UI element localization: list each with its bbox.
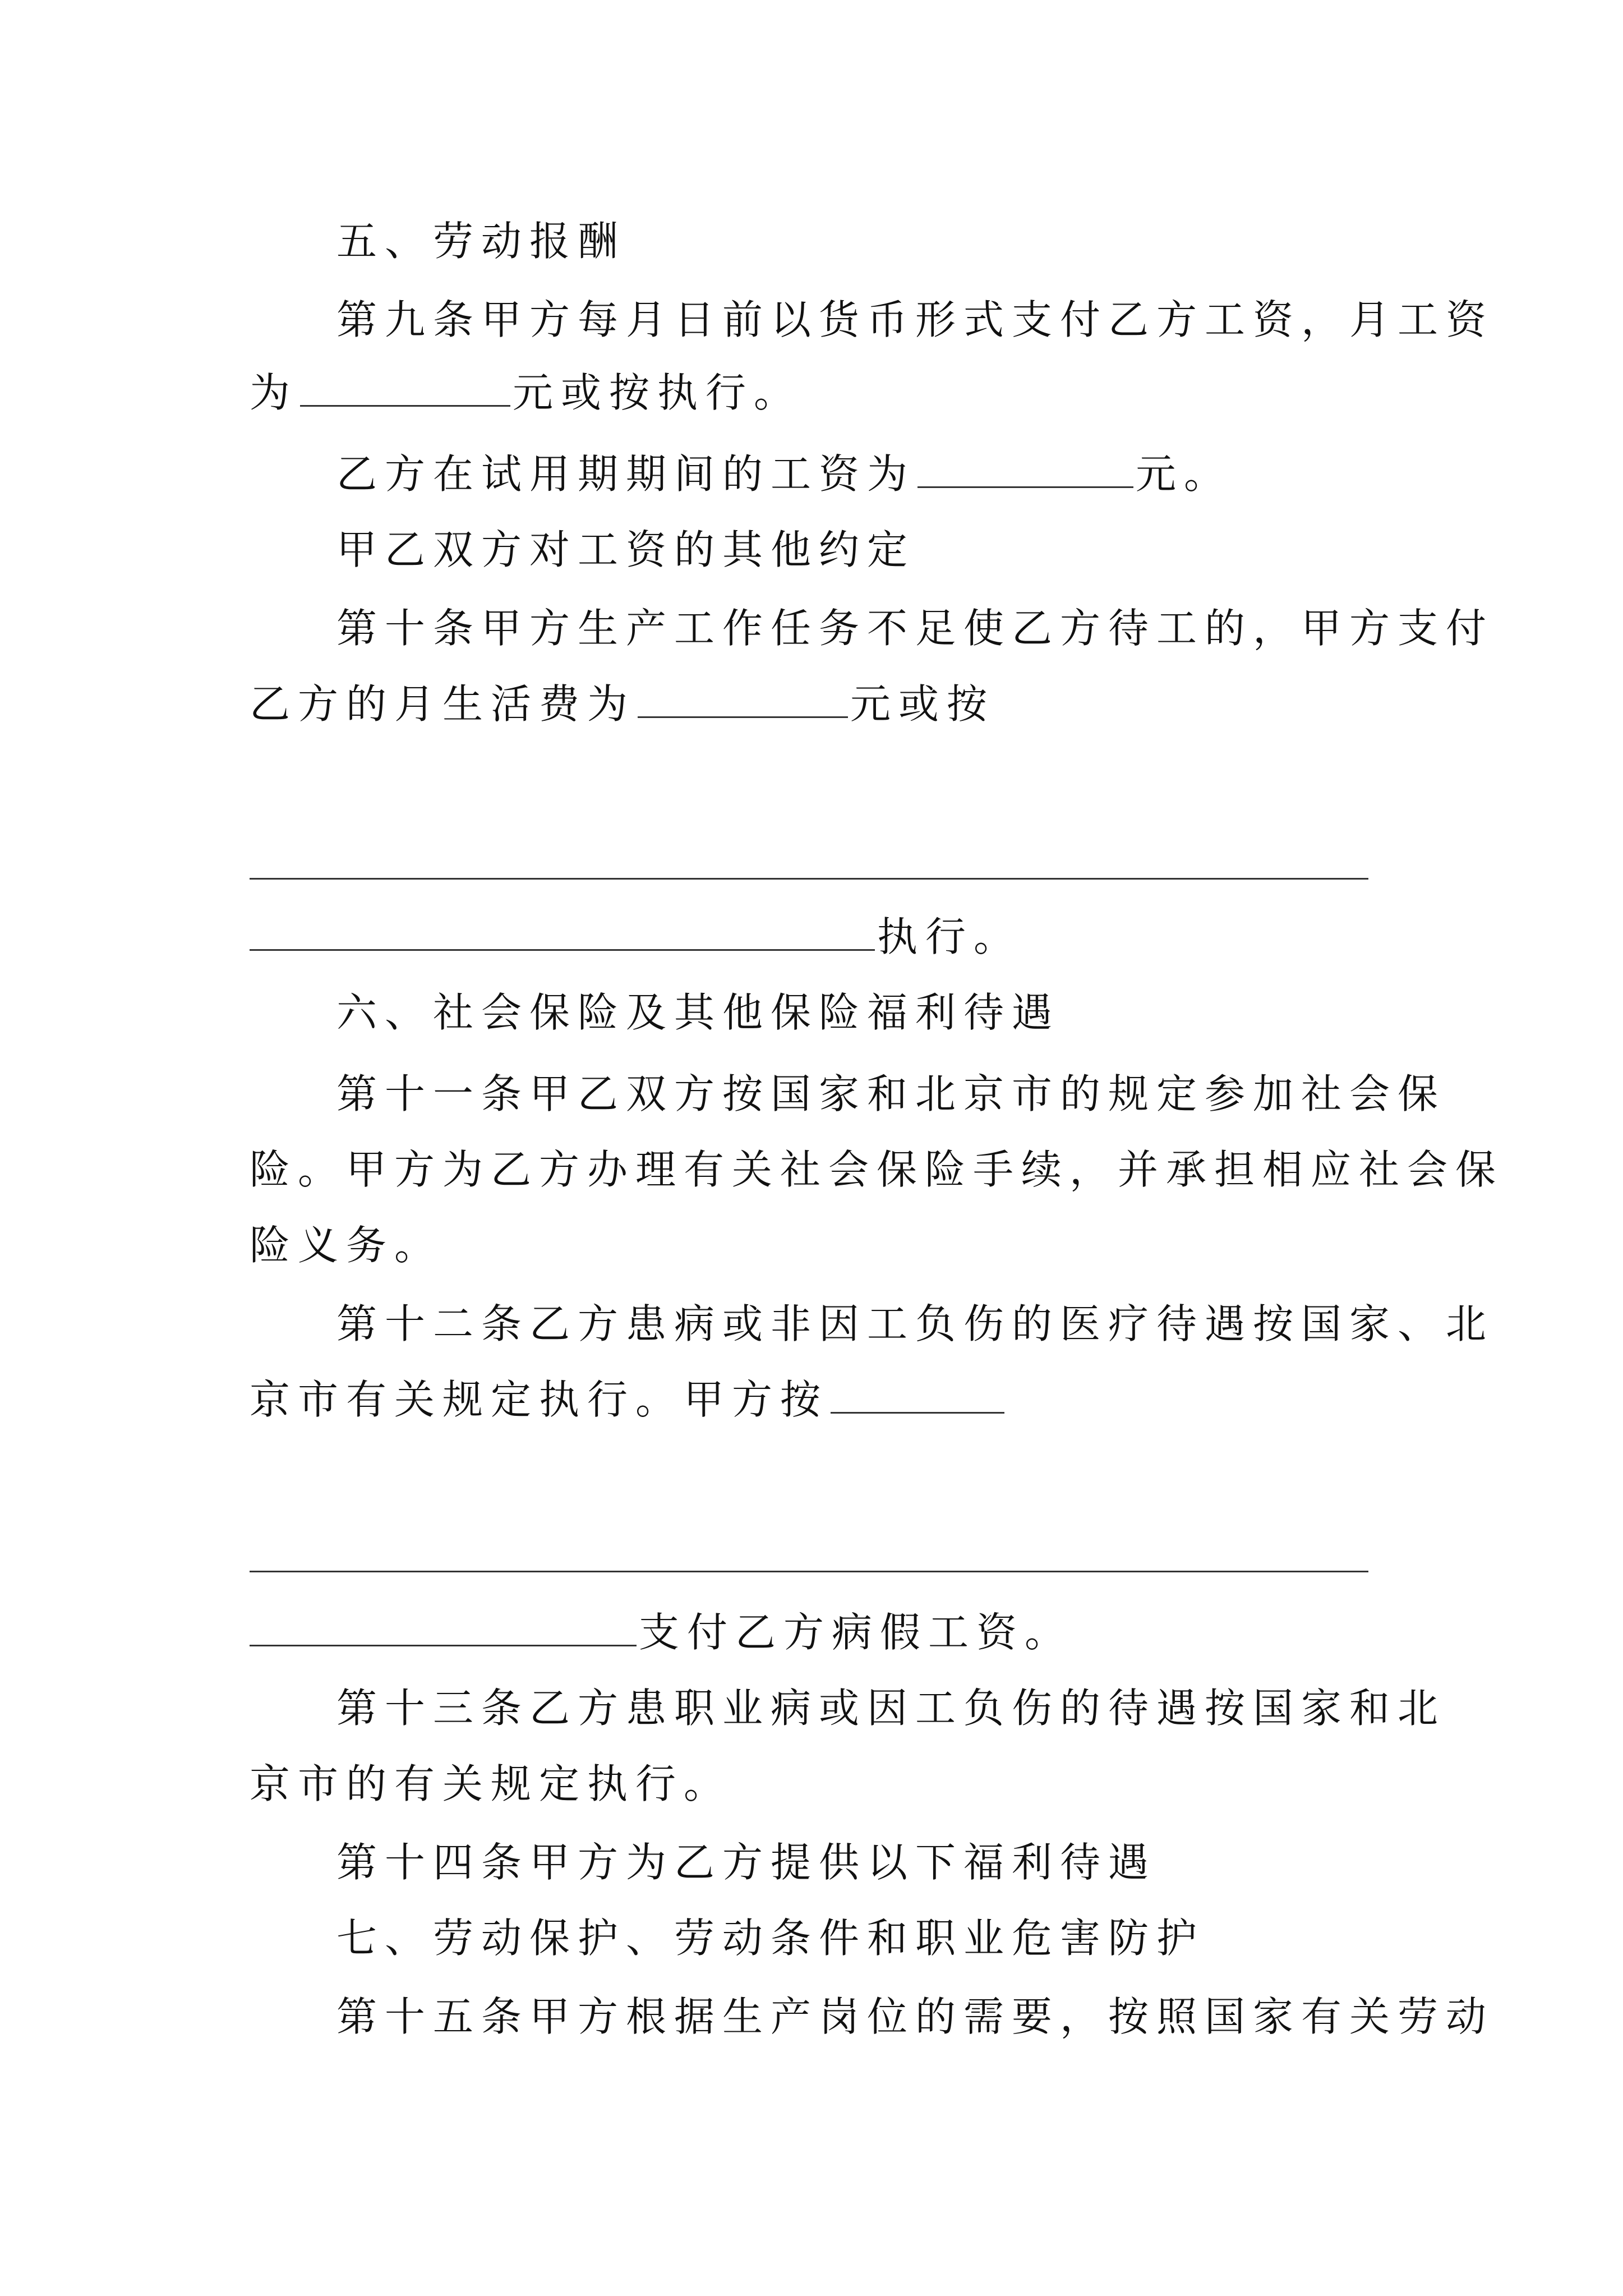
monthly-wage-blank[interactable] [300,361,510,407]
paragraph-text: 险义务。 [250,1222,443,1269]
heading-text: 五、劳动报酬 [336,218,626,265]
article-12-line-2 [0,1366,1623,1433]
paragraph-text: 为 [250,369,298,416]
article-12-line-3 [0,1599,1623,1666]
paragraph-text: 元或按 [850,680,995,728]
section-heading-remuneration [0,208,1623,275]
paragraph-text: 险。甲方为乙方办理有关社会保险手续，并承担相应社会保 [250,1146,1504,1193]
article-13-line-2 [0,1750,1623,1818]
heading-text: 六、社会保险及其他保险福利待遇 [336,989,1061,1036]
article-10-line-1 [0,595,1623,662]
article-10-line-2 [0,670,1623,738]
paragraph-text: 第十条甲方生产工作任务不足使乙方待工的，甲方支付 [336,605,1495,652]
article-13-line-1 [0,1674,1623,1742]
probation-wage-line [0,440,1623,508]
article-12-line-1 [0,1290,1623,1358]
paragraph-text: 执行。 [877,913,1022,960]
living-allowance-blank[interactable] [638,673,848,718]
article-9-line-1 [0,286,1623,353]
paragraph-text: 乙方的月生活费为 [250,680,636,728]
other-wage-agreement-line [0,516,1623,583]
article-11-line-2 [0,1136,1623,1203]
article-11-line-3 [0,1212,1623,1279]
fill-in-rule[interactable] [250,1571,1368,1572]
paragraph-text: 支付乙方病假工资。 [639,1609,1073,1656]
paragraph-text: 第十五条甲方根据生产岗位的需要，按照国家有关劳动 [336,1993,1495,2040]
paragraph-text: 京市的有关规定执行。 [250,1760,732,1807]
sick-pay-detail-blank[interactable] [250,1601,637,1646]
paragraph-text: 甲乙双方对工资的其他约定 [336,526,916,573]
section-heading-social-insurance [0,979,1623,1046]
sick-pay-standard-blank[interactable] [831,1368,1004,1414]
paragraph-text: 第十一条甲乙双方按国家和北京市的规定参加社会保 [336,1070,1446,1117]
paragraph-text: 元。 [1136,450,1233,498]
paragraph-text: 元或按执行。 [513,369,803,416]
paragraph-text: 第十三条乙方患职业病或因工负伤的待遇按国家和北 [336,1685,1446,1732]
article-15-line-1 [0,1983,1623,2050]
article-11-line-1 [0,1060,1623,1128]
section-heading-labor-protection [0,1904,1623,1972]
article-14-line [0,1829,1623,1896]
paragraph-text: 第十二条乙方患病或非因工负伤的医疗待遇按国家、北 [336,1300,1495,1347]
paragraph-text: 乙方在试用期期间的工资为 [336,450,916,498]
article-9-line-2 [0,359,1623,426]
heading-text: 七、劳动保护、劳动条件和职业危害防护 [336,1915,1205,1962]
article-10-line-3 [0,903,1623,970]
paragraph-text: 京市有关规定执行。甲方按 [250,1376,829,1423]
paragraph-text: 第九条甲方每月日前以货币形式支付乙方工资，月工资 [336,296,1495,343]
paragraph-text: 第十四条甲方为乙方提供以下福利待遇 [336,1839,1157,1886]
allowance-standard-blank[interactable] [250,905,875,951]
fill-in-rule[interactable] [250,878,1368,880]
probation-wage-blank[interactable] [917,443,1133,488]
